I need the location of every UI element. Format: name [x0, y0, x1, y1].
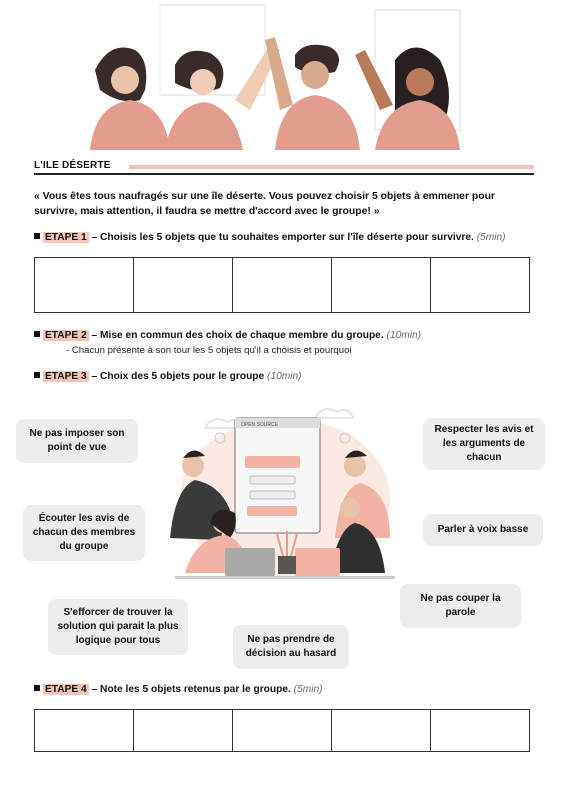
- rule-bubble: Ne pas imposer son point de vue: [16, 419, 138, 463]
- answer-cell[interactable]: [35, 710, 134, 752]
- team-collaboration-illustration: [165, 398, 405, 588]
- step-1-label: ETAPE 1: [45, 232, 87, 243]
- rule-bubble: Ne pas prendre de décision au hasard: [233, 625, 349, 669]
- step-2-label: ETAPE 2: [45, 330, 87, 341]
- intro-text: « Vous êtes tous naufragés sur une île déserte. Vous pouvez choisir 5 objets à emmener pour survivre, mais attention, il faudra se mettre d'accord avec le groupe! »: [34, 191, 495, 217]
- answer-cell[interactable]: [134, 258, 233, 313]
- step-1-duration: (5min): [476, 232, 506, 243]
- bullet-square-icon: [34, 233, 40, 239]
- step-1: [34, 231, 506, 244]
- step-3: [34, 370, 302, 383]
- page-title: L'ILE DÉSERTE: [34, 160, 111, 171]
- rule-bubble: Parler à voix basse: [423, 514, 543, 546]
- answer-cell[interactable]: [233, 258, 332, 313]
- title-underline: [34, 173, 534, 175]
- team-high-five-illustration: [75, 0, 495, 150]
- section-header: [34, 160, 534, 176]
- accent-rule: [129, 165, 534, 169]
- step-2-text: – Mise en commun des choix de chaque membre du groupe.: [88, 330, 384, 341]
- answer-cell[interactable]: [332, 710, 431, 752]
- step-2: [34, 329, 421, 342]
- answer-cell[interactable]: [233, 710, 332, 752]
- step-1-text: – Choisis les 5 objets que tu souhaites emporter sur l'île déserte pour survivre.: [88, 232, 474, 243]
- rule-bubble: Écouter les avis de chacun des membres du groupe: [23, 505, 145, 561]
- step-4: [34, 683, 323, 696]
- bullet-square-icon: [34, 685, 40, 691]
- answer-cell[interactable]: [134, 710, 233, 752]
- answer-cell[interactable]: [431, 258, 530, 313]
- answer-cell[interactable]: [35, 258, 134, 313]
- step-4-label: ETAPE 4: [45, 684, 87, 695]
- screen-label: OPEN SOURCE: [241, 422, 278, 428]
- rule-bubble: Ne pas couper la parole: [400, 584, 521, 628]
- step-4-duration: (5min): [293, 684, 323, 695]
- answer-cell[interactable]: [431, 710, 530, 752]
- step-3-duration: (10min): [267, 371, 302, 382]
- bullet-square-icon: [34, 331, 40, 337]
- answer-cell[interactable]: [332, 258, 431, 313]
- step-2-subpoint: - Chacun présente à son tour les 5 objets qu'il a choisis et pourquoi: [66, 345, 352, 356]
- answer-grid-group: [34, 709, 530, 752]
- rule-bubble: S'efforcer de trouver la solution qui parait la plus logique pour tous: [48, 599, 188, 655]
- step-3-text: – Choix des 5 objets pour le groupe: [88, 371, 265, 382]
- step-4-text: – Note les 5 objets retenus par le groupe.: [88, 684, 291, 695]
- answer-grid-individual: [34, 257, 530, 313]
- step-3-label: ETAPE 3: [45, 371, 87, 382]
- bullet-square-icon: [34, 372, 40, 378]
- rule-bubble: Respecter les avis et les arguments de chacun: [423, 418, 545, 470]
- step-2-duration: (10min): [386, 330, 422, 341]
